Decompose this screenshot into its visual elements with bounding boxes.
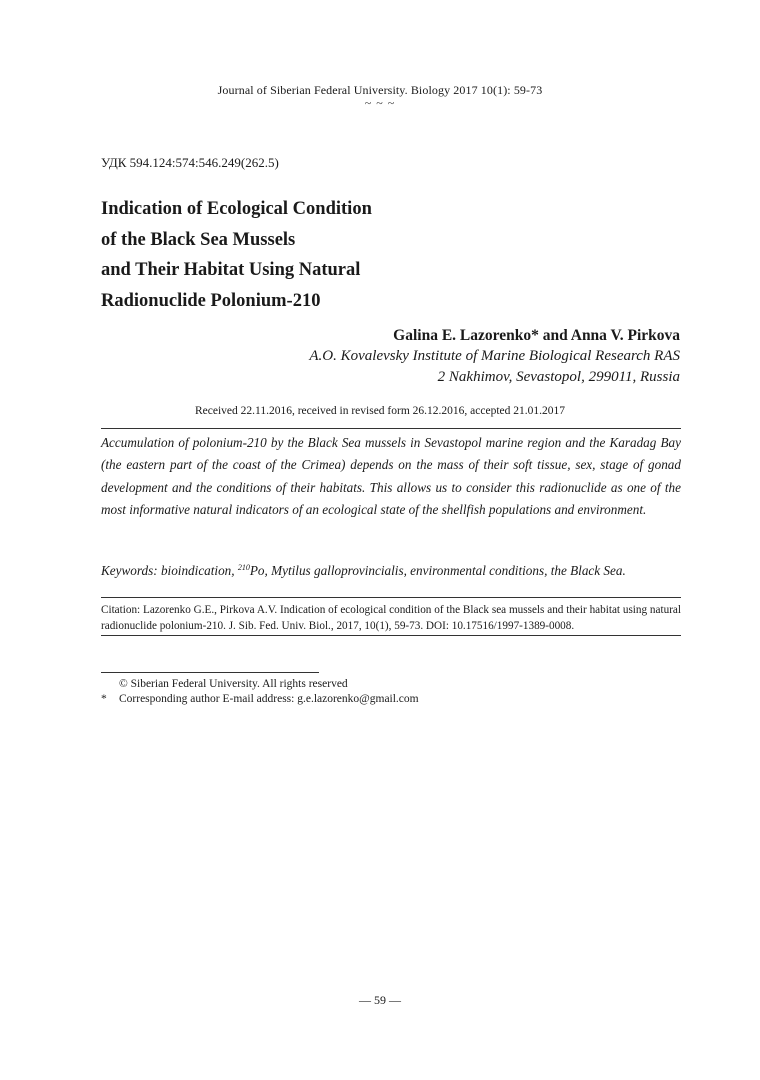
- keywords-rest: Po, Mytilus galloprovincialis, environmental conditions, the Black Sea.: [249, 563, 626, 578]
- udk-code: УДК 594.124:574:546.249(262.5): [101, 155, 279, 170]
- footnote-copyright: [101, 677, 348, 692]
- author-block: [309, 326, 680, 388]
- running-header: [0, 83, 760, 108]
- copyright-text: © Siberian Federal University. All rights reserved: [119, 678, 348, 690]
- page-number: — 59 —: [359, 993, 401, 1007]
- keywords: [101, 560, 681, 582]
- title-line: of the Black Sea Mussels: [101, 229, 296, 250]
- header-ornament: ~ ~ ~: [364, 96, 396, 110]
- title-line: Radionuclide Polonium-210: [101, 290, 321, 311]
- article-title: [101, 194, 521, 316]
- title-line: Indication of Ecological Condition: [101, 199, 372, 219]
- abstract-top-rule: [101, 428, 681, 429]
- footnote-rule: [101, 672, 319, 673]
- isotope-mass-number: 210: [237, 563, 250, 572]
- citation: Citation: Lazorenko G.E., Pirkova A.V. Indication of ecological condition of the Black sea mussels and their habitat using natural radionuclide polonium-210. J. Sib. Fed. Univ. Biol., 2017, 10(1), 59-73. DOI: 10.17516/1997-1389-0008.: [101, 604, 681, 632]
- citation-top-rule: [101, 597, 681, 598]
- affiliation-address: 2 Nakhimov, Sevastopol, 299011, Russia: [437, 369, 680, 385]
- title-line: and Their Habitat Using Natural: [101, 260, 361, 280]
- author-names: Galina E. Lazorenko* and Anna V. Pirkova: [393, 327, 680, 344]
- asterisk-mark: *: [101, 693, 107, 705]
- corresponding-email: Corresponding author E-mail address: g.e.lazorenko@gmail.com: [119, 693, 419, 705]
- journal-citation-header: Journal of Siberian Federal University. Biology 2017 10(1): 59-73: [217, 83, 543, 97]
- abstract: Accumulation of polonium-210 by the Black Sea mussels in Sevastopol marine region and the Karadag Bay (the eastern part of the coast of the Crimea) depends on the mass of their soft tissue, sex, stage of gonad development and the conditions of their habitats. This allows us to consider this radionuclide as one of the most informative natural indicators of an ecological state of the shellfish populations and environment.: [101, 435, 681, 518]
- affiliation-institute: A.O. Kovalevsky Institute of Marine Biological Research RAS: [309, 348, 680, 364]
- received-dates: Received 22.11.2016, received in revised form 26.12.2016, accepted 21.01.2017: [194, 405, 566, 417]
- citation-bottom-rule: [101, 635, 681, 636]
- footnote-corresponding: [101, 692, 419, 707]
- keywords-prefix: Keywords: bioindication,: [101, 563, 238, 578]
